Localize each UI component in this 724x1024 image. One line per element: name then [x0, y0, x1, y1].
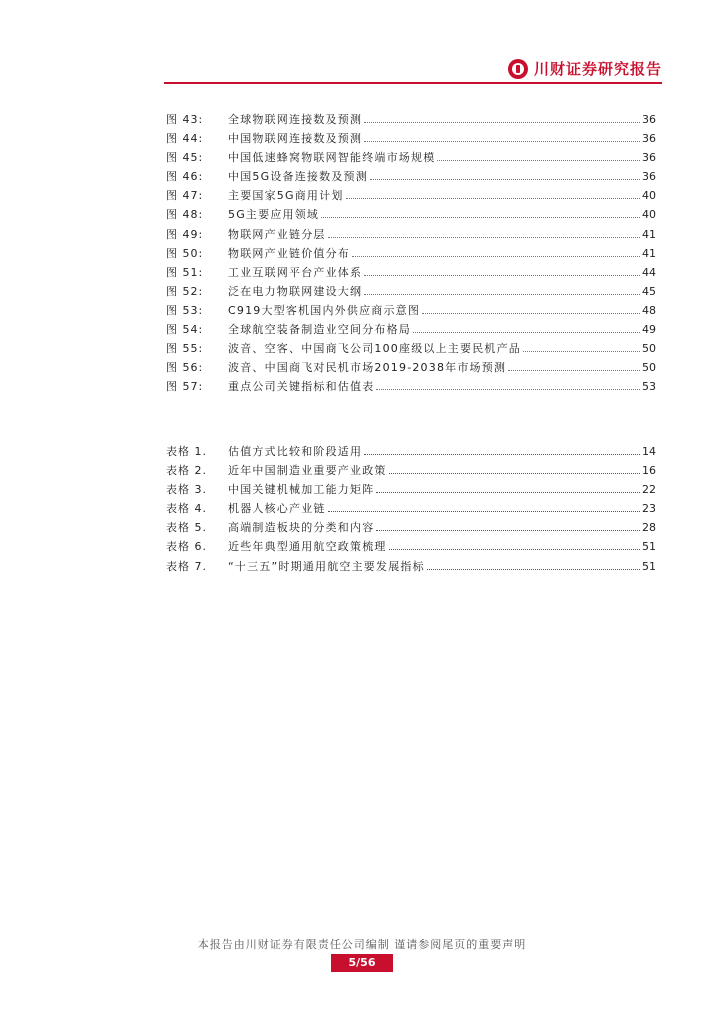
entry-title: 中国关键机械加工能力矩阵: [228, 483, 375, 497]
dot-leader: [321, 217, 640, 218]
entry-number: 表格 6.: [166, 540, 207, 554]
table-entry[interactable]: [166, 443, 656, 462]
entry-page-number: 45: [642, 284, 656, 298]
figure-entry[interactable]: [166, 130, 656, 149]
entry-number: 图 56:: [166, 361, 204, 375]
entry-number: 图 47:: [166, 189, 204, 203]
entry-number: 图 48:: [166, 208, 204, 222]
entry-number: 表格 1.: [166, 445, 207, 458]
entry-title: 中国物联网连接数及预测: [228, 132, 363, 146]
entry-title: 5G主要应用领域: [228, 208, 320, 222]
dot-leader: [328, 237, 640, 238]
dot-leader: [389, 473, 640, 474]
figure-index: [166, 111, 656, 397]
entry-page-number: 40: [642, 189, 656, 203]
figure-entry[interactable]: [166, 321, 656, 340]
dot-leader: [508, 370, 640, 371]
dot-leader: [437, 160, 640, 161]
entry-number: 图 49:: [166, 227, 204, 241]
dot-leader: [523, 351, 640, 352]
entry-title: 主要国家5G商用计划: [228, 189, 344, 203]
figure-entry[interactable]: [166, 359, 656, 378]
entry-title: 全球物联网连接数及预测: [228, 113, 363, 126]
table-entry[interactable]: [166, 558, 656, 577]
entry-number: 图 46:: [166, 170, 204, 184]
dot-leader: [376, 492, 640, 493]
entry-page-number: 41: [642, 246, 656, 260]
footer-disclaimer: 本报告由川财证券有限责任公司编制 谨请参阅尾页的重要声明: [197, 938, 527, 951]
dot-leader: [364, 275, 640, 276]
entry-page-number: 36: [642, 170, 656, 184]
figure-entry[interactable]: [166, 245, 656, 264]
entry-number: 表格 7.: [166, 559, 207, 573]
dot-leader: [376, 389, 640, 390]
entry-title: C919大型客机国内外供应商示意图: [228, 303, 421, 317]
dot-leader: [328, 511, 640, 512]
entry-title: 全球航空装备制造业空间分布格局: [228, 323, 411, 337]
dot-leader: [389, 549, 640, 550]
entry-page-number: 50: [642, 361, 656, 375]
table-entry[interactable]: [166, 462, 656, 481]
company-logo-icon: [508, 59, 528, 79]
entry-number: 表格 2.: [166, 464, 207, 478]
dot-leader: [346, 198, 640, 199]
entry-title: 工业互联网平台产业体系: [228, 265, 363, 279]
dot-leader: [376, 530, 640, 531]
entry-title: 估值方式比较和阶段适用: [228, 445, 363, 458]
figure-entry[interactable]: [166, 302, 656, 321]
entry-page-number: 22: [642, 483, 656, 497]
entry-page-number: 28: [642, 521, 656, 535]
report-header: [508, 58, 662, 79]
entry-number: 图 50:: [166, 246, 204, 260]
entry-number: 图 43:: [166, 113, 204, 126]
entry-number: 图 51:: [166, 265, 204, 279]
figure-entry[interactable]: [166, 111, 656, 130]
entry-page-number: 49: [642, 323, 656, 337]
figure-entry[interactable]: [166, 264, 656, 283]
entry-page-number: 51: [642, 559, 656, 573]
entry-page-number: 36: [642, 113, 656, 126]
figure-entry[interactable]: [166, 226, 656, 245]
entry-page-number: 36: [642, 132, 656, 146]
entry-page-number: 41: [642, 227, 656, 241]
dot-leader: [364, 122, 640, 123]
entry-title: 物联网产业链价值分布: [228, 246, 350, 260]
entry-title: 近年中国制造业重要产业政策: [228, 464, 387, 478]
entry-number: 图 57:: [166, 380, 204, 394]
entry-title: 波音、中国商飞对民机市场2019-2038年市场预测: [228, 361, 507, 375]
entry-number: 表格 3.: [166, 483, 207, 497]
entry-number: 图 44:: [166, 132, 204, 146]
entry-page-number: 51: [642, 540, 656, 554]
dot-leader: [370, 179, 640, 180]
entry-title: 中国5G设备连接数及预测: [228, 170, 368, 184]
entry-page-number: 48: [642, 303, 656, 317]
entry-number: 图 52:: [166, 284, 204, 298]
dot-leader: [352, 256, 640, 257]
entry-number: 图 45:: [166, 151, 204, 165]
dot-leader: [364, 294, 640, 295]
entry-number: 表格 4.: [166, 502, 207, 516]
entry-title: 波音、空客、中国商飞公司100座级以上主要民机产品: [228, 342, 521, 356]
entry-page-number: 36: [642, 151, 656, 165]
entry-number: 图 55:: [166, 342, 204, 356]
entry-title: 机器人核心产业链: [228, 502, 326, 516]
dot-leader: [413, 332, 640, 333]
figure-entry[interactable]: [166, 378, 656, 397]
table-entry[interactable]: [166, 519, 656, 538]
entry-page-number: 50: [642, 342, 656, 356]
entry-page-number: 23: [642, 502, 656, 516]
entry-title: 泛在电力物联网建设大纲: [228, 284, 363, 298]
header-divider: [164, 82, 662, 84]
table-index: [166, 443, 656, 577]
entry-number: 图 54:: [166, 323, 204, 337]
figure-entry[interactable]: [166, 187, 656, 206]
table-entry[interactable]: [166, 500, 656, 519]
entry-title: 高端制造板块的分类和内容: [228, 521, 375, 535]
brand-title: 川财证券研究报告: [533, 60, 662, 78]
entry-title: 重点公司关键指标和估值表: [228, 380, 375, 394]
entry-page-number: 53: [642, 380, 656, 394]
table-entry[interactable]: [166, 538, 656, 557]
dot-leader: [427, 569, 640, 570]
entry-number: 图 53:: [166, 303, 204, 317]
figure-entry[interactable]: [166, 340, 656, 359]
entry-title: 中国低速蜂窝物联网智能终端市场规模: [228, 151, 436, 165]
entry-page-number: 40: [642, 208, 656, 222]
figure-entry[interactable]: [166, 206, 656, 225]
dot-leader: [422, 313, 640, 314]
entry-title: 近些年典型通用航空政策梳理: [228, 540, 387, 554]
entry-page-number: 16: [642, 464, 656, 478]
figure-entry[interactable]: [166, 149, 656, 168]
entry-page-number: 14: [642, 445, 656, 458]
entry-page-number: 44: [642, 265, 656, 279]
entry-title: “十三五”时期通用航空主要发展指标: [228, 559, 425, 573]
figure-entry[interactable]: [166, 283, 656, 302]
figure-entry[interactable]: [166, 168, 656, 187]
dot-leader: [364, 454, 640, 455]
entry-title: 物联网产业链分层: [228, 227, 326, 241]
page-number-badge: 5/56: [331, 954, 393, 972]
dot-leader: [364, 141, 640, 142]
table-entry[interactable]: [166, 481, 656, 500]
entry-number: 表格 5.: [166, 521, 207, 535]
